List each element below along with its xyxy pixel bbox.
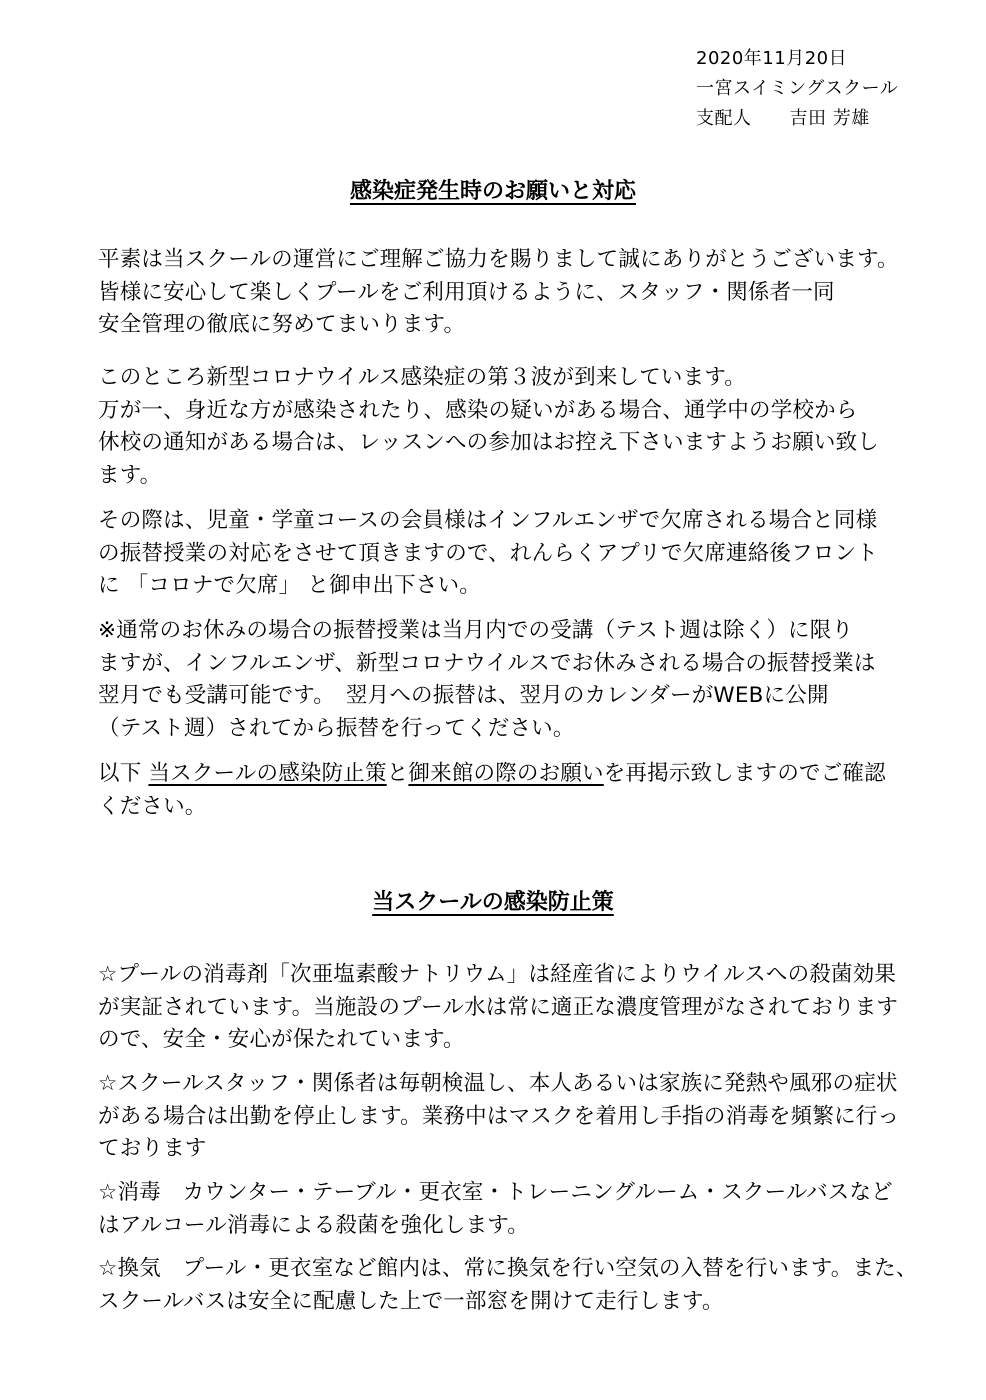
reference-prevention-measures: 当スクールの感染防止策 — [148, 761, 387, 786]
reference-connector: と — [386, 761, 409, 786]
text-line: 安全管理の徹底に努めてまいります。 — [98, 312, 466, 337]
reference-paragraph — [98, 758, 908, 823]
organization-name: 一宮スイミングスクール — [696, 78, 899, 99]
text-line: ☆スクールスタッフ・関係者は毎朝検温し、本人あるいは家族に発熱や風邪の症状 — [98, 1071, 898, 1096]
text-line: ☆消毒 カウンター・テーブル・更衣室・トレーニングルーム・スクールバスなど — [98, 1180, 893, 1205]
text-line: の振替授業の対応をさせて頂きますので、れんらくアプリで欠席連絡後フロント — [98, 540, 878, 566]
text-line: がある場合は出勤を停止します。業務中はマスクを着用し手指の消毒を頻繁に行っ — [98, 1103, 900, 1129]
text-line: その際は、児童・学童コースの会員様はインフルエンザで欠席される場合と同様 — [98, 508, 878, 533]
measure-ventilation — [98, 1253, 918, 1318]
text-line: はアルコール消毒による殺菌を強化します。 — [98, 1212, 529, 1238]
measure-staff-health — [98, 1068, 908, 1166]
text-line: が実証されています。当施設のプール水は常に適正な濃度管理がなされております — [98, 994, 899, 1020]
intro-paragraph — [98, 244, 908, 342]
measure-disinfection — [98, 1177, 908, 1242]
section-title: 当スクールの感染防止策 — [372, 890, 614, 915]
text-line: ます。 — [98, 462, 162, 488]
makeup-paragraph — [98, 505, 908, 603]
text-line: 休校の通知がある場合は、レッスンへの参加はお控え下さいますようお願い致し — [98, 430, 879, 455]
reference-prefix: 以下 — [98, 761, 149, 786]
text-line: ますが、インフルエンザ、新型コロナウイルスでお休みされる場合の振替授業は — [98, 650, 876, 676]
text-line: 万が一、身近な方が感染されたり、感染の疑いがある場合、通学中の学校から — [98, 397, 858, 423]
text-line: ☆プールの消毒剤「次亜塩素酸ナトリウム」は経産省によりウイルスへの殺菌効果 — [98, 962, 897, 987]
text-line: ※通常のお休みの場合の振替授業は当月内での受講（テスト週は除く）に限り — [98, 618, 854, 643]
text-line: ください。 — [98, 793, 207, 819]
text-line: このところ新型コロナウイルス感染症の第３波が到来しています。 — [98, 365, 746, 390]
reference-visitor-requests: 御来館の際のお願い — [408, 761, 604, 786]
page-title: 感染症発生時のお願いと対応 — [349, 179, 636, 204]
text-line: ☆換気 プール・更衣室など館内は、常に換気を行い空気の入替を行います。また、 — [98, 1256, 918, 1281]
signatory-role: 支配人 — [696, 108, 752, 129]
signatory-name: 吉田 芳雄 — [789, 108, 870, 129]
text-line: スクールバスは安全に配慮した上で一部窓を開けて走行します。 — [98, 1288, 724, 1314]
text-line: に 「コロナで欠席」 と御申出下さい。 — [98, 573, 481, 598]
text-line: （テスト週）されてから振替を行ってください。 — [98, 715, 575, 741]
reference-suffix: を再掲示致しますのでご確認 — [603, 761, 886, 786]
text-line: ので、安全・安心が保たれています。 — [98, 1027, 465, 1052]
text-line: 平素は当スクールの運営にご理解ご協力を賜りまして誠にありがとうございます。 — [98, 247, 899, 272]
text-line — [98, 758, 908, 791]
notice-paragraph — [98, 362, 908, 492]
sender-block — [696, 44, 898, 134]
note-paragraph — [98, 615, 908, 745]
text-line: 翌月でも受講可能です。 翌月への振替は、翌月のカレンダーがWEBに公開 — [98, 683, 829, 708]
text-line: 皆様に安心して楽しくプールをご利用頂けるように、スタッフ・関係者一同 — [98, 279, 835, 305]
signatory — [696, 104, 898, 134]
issue-date: 2020年11月20日 — [696, 48, 848, 69]
measure-disinfectant — [98, 959, 908, 1057]
text-line: ております — [98, 1136, 207, 1161]
